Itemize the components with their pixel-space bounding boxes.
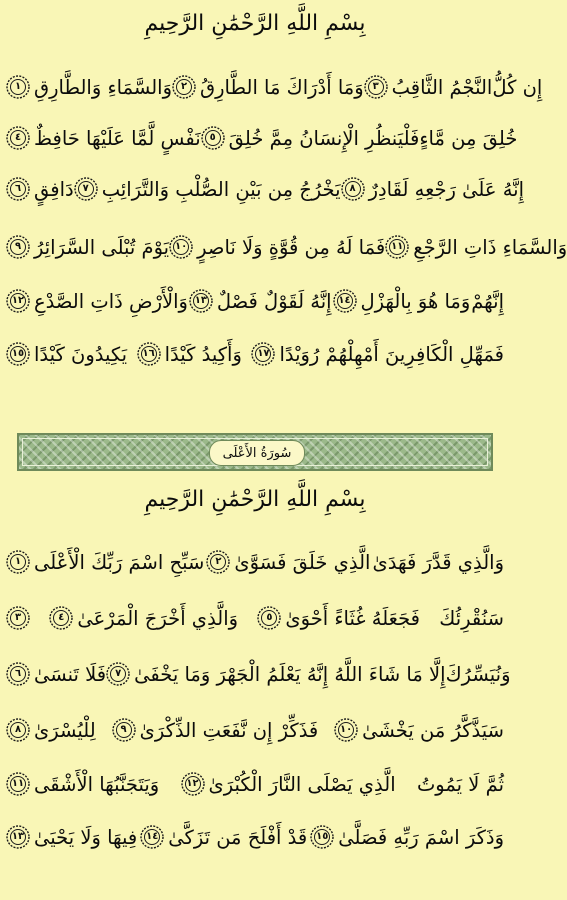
- ayah-number-marker: [172, 75, 196, 99]
- ayah-number-marker: [137, 342, 161, 366]
- ayah-text: وَيَتَجَنَّبُهَا الْأَشْقَى: [34, 772, 160, 796]
- ayah-number: ١: [14, 81, 22, 92]
- ayah-text: وَذَكَرَ اسْمَ رَبِّهِ فَصَلَّىٰ: [338, 825, 504, 849]
- ayah-number-marker: [112, 718, 136, 742]
- ayah-text: دَافِقٍ: [34, 177, 74, 201]
- ayah-number-marker: [189, 289, 213, 313]
- ayah-segment: [206, 550, 370, 574]
- ayah-number-marker: [6, 606, 30, 630]
- ayah-number-marker: [181, 772, 205, 796]
- ayah-segment: [6, 342, 127, 366]
- ayah-number-marker: [6, 289, 30, 313]
- ayah-number: ١٧: [257, 348, 270, 359]
- ayah-segment: [6, 718, 96, 742]
- text-line-1: [6, 62, 543, 112]
- ayah-text: فَجَعَلَهُ غُثَاءً أَحْوَىٰ: [285, 606, 420, 630]
- ayah-text: ثُمَّ لَا يَمُوتُ: [416, 772, 504, 796]
- text-line-6: [6, 329, 504, 379]
- ayah-number: ٥: [266, 612, 273, 623]
- ayah-text: وَالَّذِي أَخْرَجَ الْمَرْعَىٰ: [77, 606, 239, 630]
- ayah-segment: [201, 126, 420, 150]
- ayah-segment: [6, 289, 188, 313]
- ayah-text: الَّذِي خَلَقَ فَسَوَّىٰ: [234, 550, 371, 574]
- ayah-number: ١٢: [186, 778, 199, 789]
- ayah-number: ١٠: [175, 241, 188, 252]
- ayah-segment: [257, 606, 420, 630]
- ayah-number-marker: [385, 235, 409, 259]
- ayah-segment: [6, 75, 172, 99]
- ayah-number-marker: [310, 825, 334, 849]
- basmala-second: بِسْمِ اللَّهِ الرَّحْمَٰنِ الرَّحِيمِ: [144, 487, 366, 512]
- ayah-number: ٧: [82, 183, 89, 194]
- text-line-8: [6, 593, 504, 643]
- ayah-number: ١٣: [11, 831, 25, 842]
- ayah-segment: [6, 772, 159, 796]
- ayah-segment: [446, 663, 511, 686]
- ayah-text: فَلْيَنظُرِ الْإِنسَانُ مِمَّ خُلِقَ: [228, 126, 420, 150]
- ayah-segment: [181, 772, 396, 796]
- ayah-text: إِن كُلُّ: [492, 75, 543, 99]
- ayah-segment: [310, 825, 504, 849]
- ayah-segment: [6, 825, 137, 849]
- ayah-text: يَخْرُجُ مِن بَيْنِ الصُّلْبِ وَالتَّرَائِبِ: [101, 177, 341, 201]
- ayah-number-marker: [6, 177, 30, 201]
- ayah-segment: [6, 126, 201, 150]
- ayah-segment: [419, 127, 517, 150]
- ayah-text: يَوْمَ تُبْلَى السَّرَائِرُ: [34, 235, 170, 259]
- ayah-number-marker: [140, 825, 164, 849]
- ayah-number-marker: [257, 606, 281, 630]
- surah-title: سُورَةُ الأَعْلَى: [209, 440, 305, 466]
- ayah-segment: [74, 177, 341, 201]
- ayah-number-marker: [6, 342, 30, 366]
- text-line-9: [6, 649, 511, 699]
- ayah-number: ١٤: [338, 295, 351, 306]
- ayah-segment: [364, 75, 493, 99]
- text-line-3: [6, 164, 524, 214]
- text-line-4: [6, 222, 567, 272]
- ayah-number-marker: [49, 606, 73, 630]
- ayah-number-marker: [6, 550, 30, 574]
- ayah-segment: [492, 76, 542, 99]
- ayah-number-marker: [169, 235, 193, 259]
- ayah-number-marker: [201, 126, 225, 150]
- ayah-text: الَّذِي يَصْلَى النَّارَ الْكُبْرَىٰ: [208, 772, 396, 796]
- basmala-top: بِسْمِ اللَّهِ الرَّحْمَٰنِ الرَّحِيمِ: [144, 11, 366, 36]
- ayah-number-marker: [74, 177, 98, 201]
- ayah-segment: [373, 551, 504, 574]
- ayah-text: فَذَكِّرْ إِن نَّفَعَتِ الذِّكْرَىٰ: [139, 718, 319, 742]
- ayah-text: قَدْ أَفْلَحَ مَن تَزَكَّىٰ: [168, 825, 308, 849]
- ayah-number: ٣: [14, 612, 22, 623]
- ayah-number-marker: [333, 289, 357, 313]
- ayah-text: وَالسَّمَاءِ ذَاتِ الرَّجْعِ: [413, 235, 567, 259]
- text-line-10: [6, 705, 504, 755]
- ayah-number: ١٥: [11, 348, 25, 359]
- ayah-segment: [6, 550, 204, 574]
- ayah-number: ١١: [391, 241, 404, 252]
- ayah-text: سَيَذَّكَّرُ مَن يَخْشَىٰ: [362, 718, 504, 742]
- ayah-number-marker: [6, 825, 30, 849]
- ayah-segment: [439, 607, 504, 630]
- ayah-number: ٦: [14, 668, 22, 679]
- ayah-text: يَكِيدُونَ كَيْدًا: [34, 342, 128, 366]
- ayah-text: إِلَّا مَا شَاءَ اللَّهُ إِنَّهُ يَعْلَمُ الْجَهْرَ وَمَا يَخْفَىٰ: [134, 662, 446, 686]
- ayah-number-marker: [334, 718, 358, 742]
- ayah-segment: [112, 718, 319, 742]
- ayah-text: وَمَا هُوَ بِالْهَزْلِ: [360, 289, 471, 313]
- ayah-segment: [385, 235, 567, 259]
- ayah-number-marker: [6, 75, 30, 99]
- ayah-segment: [49, 606, 238, 630]
- ayah-number: ٩: [14, 241, 22, 252]
- ayah-number-marker: [6, 662, 30, 686]
- ayah-number: ٩: [120, 724, 127, 735]
- ayah-number-marker: [206, 550, 230, 574]
- ayah-number: ١٢: [11, 295, 25, 306]
- ayah-text: النَّجْمُ الثَّاقِبُ: [391, 75, 493, 99]
- ayah-text: سَبِّحِ اسْمَ رَبِّكَ الْأَعْلَى: [34, 550, 205, 574]
- ayah-text: إِنَّهُ لَقَوْلٌ فَصْلٌ: [216, 289, 332, 313]
- ayah-number: ٣: [372, 81, 379, 92]
- ayah-number: ٤: [58, 612, 65, 623]
- ayah-segment: [251, 342, 504, 366]
- text-line-2: [6, 113, 518, 163]
- ayah-number-marker: [6, 235, 30, 259]
- ayah-number: ١: [14, 556, 22, 567]
- ayah-number: ٦: [14, 183, 22, 194]
- text-line-12: [6, 812, 504, 862]
- surah-header-banner: [17, 433, 493, 471]
- ayah-number: ١٤: [146, 831, 159, 842]
- ayah-number-marker: [6, 126, 30, 150]
- ayah-segment: [189, 289, 332, 313]
- ayah-number-marker: [251, 342, 275, 366]
- ayah-segment: [417, 773, 504, 796]
- ayah-segment: [334, 718, 504, 742]
- ayah-segment: [333, 289, 471, 313]
- ayah-segment: [6, 662, 106, 686]
- ayah-text: خُلِقَ مِن مَّاءٍ: [419, 126, 518, 150]
- ayah-segment: [169, 235, 385, 259]
- ayah-text: وَالْأَرْضِ ذَاتِ الصَّدْعِ: [34, 289, 188, 313]
- ayah-segment: [341, 177, 524, 201]
- ayah-segment: [140, 825, 307, 849]
- ayah-segment: [6, 177, 74, 201]
- ayah-text: وَنُيَسِّرُكَ: [445, 662, 511, 686]
- ayah-number: ١٠: [340, 724, 353, 735]
- ayah-number: ١٥: [316, 831, 329, 842]
- ayah-segment: [6, 606, 30, 630]
- ayah-number: ١٣: [194, 295, 207, 306]
- ayah-text: فَمَا لَهُ مِن قُوَّةٍ وَلَا نَاصِرٍ: [197, 235, 386, 259]
- text-line-5: [6, 276, 504, 326]
- ayah-text: إِنَّهُمْ: [471, 289, 504, 313]
- text-line-7: [6, 537, 504, 587]
- ayah-text: لِلْيُسْرَىٰ: [34, 718, 96, 742]
- ayah-text: نَفْسٍ لَّمَّا عَلَيْهَا حَافِظٌ: [34, 126, 201, 150]
- ayah-text: وَمَا أَدْرَاكَ مَا الطَّارِقُ: [200, 75, 364, 99]
- ayah-text: سَنُقْرِئُكَ: [439, 606, 504, 630]
- ayah-text: وَالَّذِي قَدَّرَ فَهَدَىٰ: [372, 550, 504, 574]
- ayah-text: وَأَكِيدُ كَيْدًا: [164, 342, 242, 366]
- ayah-number: ١١: [11, 778, 25, 789]
- ayah-number: ٤: [14, 132, 22, 143]
- ayah-number: ٢: [215, 556, 222, 567]
- ayah-number-marker: [364, 75, 388, 99]
- ayah-segment: [172, 75, 364, 99]
- ayah-number-marker: [341, 177, 365, 201]
- ayah-text: وَالسَّمَاءِ وَالطَّارِقِ: [34, 75, 173, 99]
- ayah-text: فَمَهِّلِ الْكَافِرِينَ أَمْهِلْهُمْ رُوَيْدًا: [279, 342, 504, 366]
- ayah-segment: [6, 235, 169, 259]
- ayah-segment: [471, 290, 504, 313]
- ayah-number: ٥: [209, 132, 216, 143]
- ayah-number-marker: [106, 662, 130, 686]
- ayah-number: ٢: [180, 81, 188, 92]
- ayah-segment: [106, 662, 445, 686]
- ayah-text: فِيهَا وَلَا يَحْيَىٰ: [34, 825, 138, 849]
- ayah-number: ٨: [14, 724, 22, 735]
- ayah-number-marker: [6, 772, 30, 796]
- ayah-number: ١٦: [142, 348, 155, 359]
- ayah-segment: [137, 342, 242, 366]
- ayah-text: فَلَا تَنسَىٰ: [34, 662, 107, 686]
- ayah-number: ٧: [115, 668, 122, 679]
- ayah-text: إِنَّهُ عَلَىٰ رَجْعِهِ لَقَادِرٌ: [368, 177, 524, 201]
- ayah-number: ٨: [349, 183, 356, 194]
- text-line-11: [6, 759, 504, 809]
- ayah-number-marker: [6, 718, 30, 742]
